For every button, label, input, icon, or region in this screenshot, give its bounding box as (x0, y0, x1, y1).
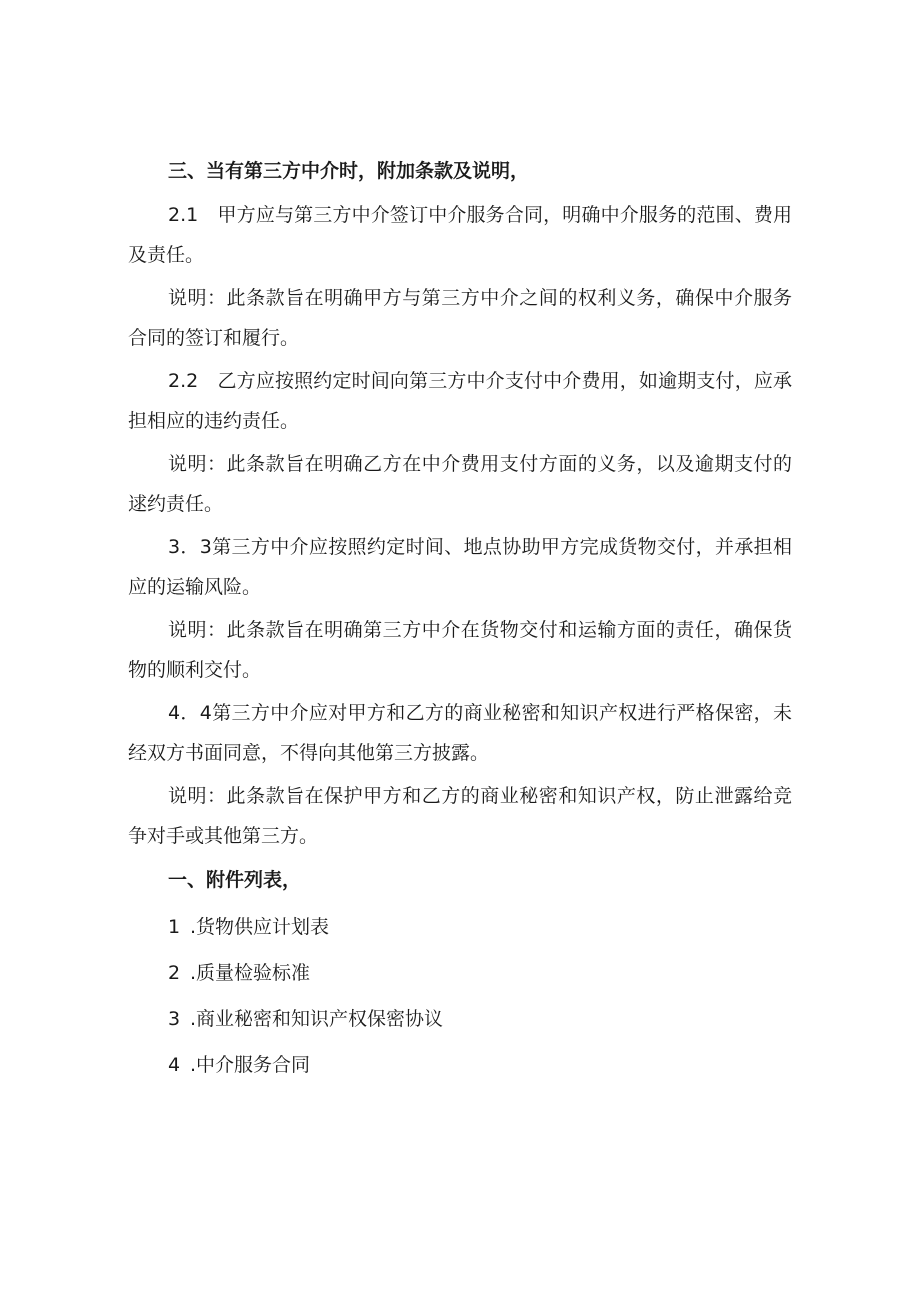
attachment-label: .货物供应计划表 (190, 916, 330, 938)
attachment-label: .质量检验标准 (190, 962, 311, 984)
attachment-item (128, 1042, 792, 1088)
clause-2-2-note: 说明：此条款旨在明确乙方在中介费用支付方面的义务，以及逾期支付的逑约责任。 (128, 453, 792, 515)
attachment-number: 3 (168, 1008, 181, 1030)
section-heading-third-party: 三、当有第三方中介时，附加条款及说明， (168, 160, 530, 182)
attachment-number: 2 (168, 962, 181, 984)
clause-2-1-note: 说明：此条款旨在明确甲方与第三方中介之间的权利义务，确保中介服务合同的签订和履行。 (128, 287, 792, 349)
clause-3-3: 3．3第三方中介应按照约定时间、地点协助甲方完成货物交付，并承担相应的运输风险。 (128, 536, 792, 598)
attachment-item (128, 996, 792, 1042)
attachment-number: 4 (168, 1054, 181, 1076)
clause-4-4-note: 说明：此条款旨在保护甲方和乙方的商业秘密和知识产权，防止泄露给竞争对手或其他第三方。 (128, 785, 792, 847)
attachment-label: .商业秘密和知识产权保密协议 (190, 1008, 444, 1030)
attachment-item (128, 904, 792, 950)
attachment-item (128, 950, 792, 996)
attachment-number: 1 (168, 916, 181, 938)
attachment-label: .中介服务合同 (190, 1054, 311, 1076)
clause-2-1: 2.1 甲方应与第三方中介签订中介服务合同，明确中介服务的范围、费用及责任。 (128, 204, 792, 266)
clause-3-3-note: 说明：此条款旨在明确第三方中介在货物交付和运输方面的责任，确保货物的顺利交付。 (128, 619, 792, 681)
clause-4-4: 4．4第三方中介应对甲方和乙方的商业秘密和知识产权进行严格保密，未经双方书面同意，不得向其他第三方披露。 (128, 702, 792, 764)
clause-2-2: 2.2 乙方应按照约定时间向第三方中介支付中介费用，如逾期支付，应承担相应的违约责任。 (128, 370, 792, 432)
section-heading-attachments: 一、附件列表， (168, 869, 302, 891)
document-content (128, 150, 792, 1088)
